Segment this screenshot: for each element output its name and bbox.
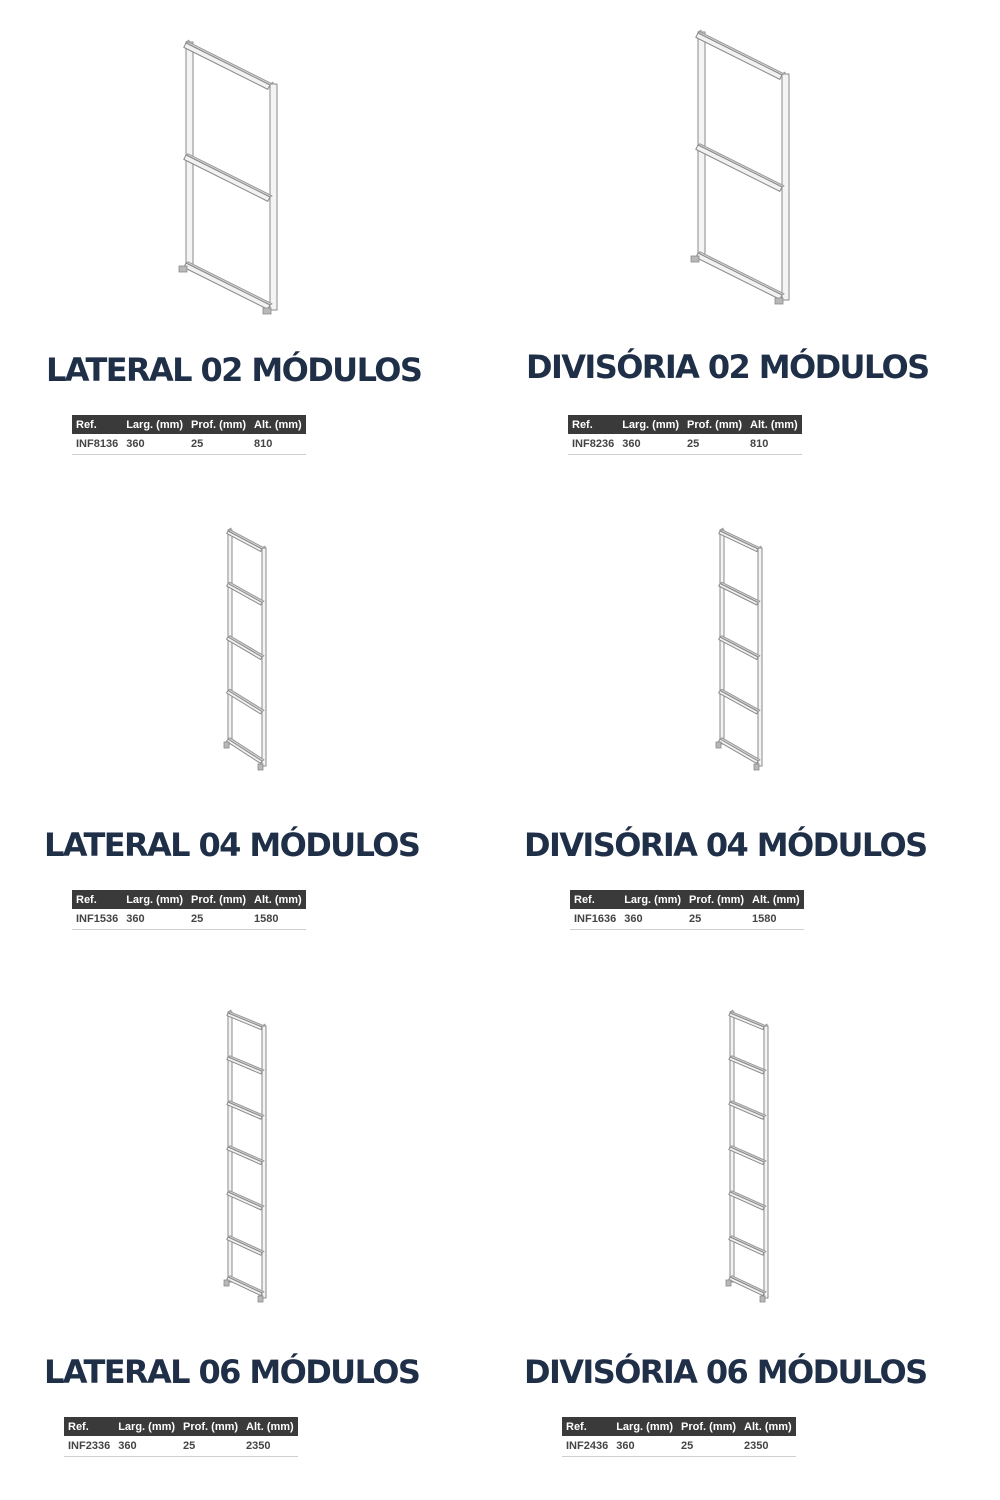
frame-illustration — [724, 1006, 776, 1306]
cell-prof: 25 — [677, 1436, 740, 1457]
header-alt: Alt. (mm) — [250, 415, 306, 434]
table-header-row — [64, 1417, 298, 1436]
cell-prof: 25 — [187, 909, 250, 930]
product-title: LATERAL 02 MÓDULOS — [46, 351, 422, 389]
header-alt: Alt. (mm) — [242, 1417, 298, 1436]
header-larg: Larg. (mm) — [114, 1417, 179, 1436]
header-larg: Larg. (mm) — [122, 890, 187, 909]
table-row — [570, 909, 804, 930]
cell-ref: INF2436 — [562, 1436, 612, 1457]
header-prof: Prof. (mm) — [685, 890, 748, 909]
product-title: DIVISÓRIA 02 MÓDULOS — [526, 348, 929, 386]
cell-larg: 360 — [114, 1436, 179, 1457]
spec-table — [568, 415, 802, 455]
header-ref: Ref. — [562, 1417, 612, 1436]
header-larg: Larg. (mm) — [122, 415, 187, 434]
table-row — [64, 1436, 298, 1457]
spec-table — [72, 890, 306, 930]
cell-larg: 360 — [618, 434, 683, 455]
spec-table — [570, 890, 804, 930]
frame-illustration — [222, 1006, 274, 1306]
cell-ref: INF8136 — [72, 434, 122, 455]
frame-illustration — [222, 522, 274, 774]
cell-ref: INF1536 — [72, 909, 122, 930]
spec-table — [64, 1417, 298, 1457]
cell-ref: INF8236 — [568, 434, 618, 455]
header-larg: Larg. (mm) — [618, 415, 683, 434]
cell-prof: 25 — [179, 1436, 242, 1457]
header-prof: Prof. (mm) — [179, 1417, 242, 1436]
cell-larg: 360 — [612, 1436, 677, 1457]
table-row — [72, 434, 306, 455]
frame-illustration — [690, 22, 800, 312]
cell-alt: 1580 — [748, 909, 804, 930]
cell-larg: 360 — [122, 434, 187, 455]
spec-table — [72, 415, 306, 455]
table-header-row — [72, 415, 306, 434]
product-title: LATERAL 04 MÓDULOS — [44, 826, 420, 864]
frame-illustration — [714, 522, 770, 774]
table-row — [568, 434, 802, 455]
table-header-row — [570, 890, 804, 909]
cell-ref: INF2336 — [64, 1436, 114, 1457]
header-alt: Alt. (mm) — [746, 415, 802, 434]
header-ref: Ref. — [72, 415, 122, 434]
table-row — [72, 909, 306, 930]
header-prof: Prof. (mm) — [683, 415, 746, 434]
cell-alt: 2350 — [740, 1436, 796, 1457]
table-header-row — [72, 890, 306, 909]
table-header-row — [568, 415, 802, 434]
header-ref: Ref. — [64, 1417, 114, 1436]
header-ref: Ref. — [72, 890, 122, 909]
header-alt: Alt. (mm) — [740, 1417, 796, 1436]
frame-illustration — [178, 32, 288, 322]
cell-larg: 360 — [620, 909, 685, 930]
cell-alt: 810 — [746, 434, 802, 455]
header-alt: Alt. (mm) — [748, 890, 804, 909]
header-prof: Prof. (mm) — [677, 1417, 740, 1436]
header-prof: Prof. (mm) — [187, 890, 250, 909]
product-title: LATERAL 06 MÓDULOS — [44, 1353, 420, 1391]
header-ref: Ref. — [570, 890, 620, 909]
cell-alt: 1580 — [250, 909, 306, 930]
cell-ref: INF1636 — [570, 909, 620, 930]
cell-alt: 2350 — [242, 1436, 298, 1457]
product-title: DIVISÓRIA 06 MÓDULOS — [524, 1353, 927, 1391]
table-row — [562, 1436, 796, 1457]
product-title: DIVISÓRIA 04 MÓDULOS — [524, 826, 927, 864]
table-header-row — [562, 1417, 796, 1436]
spec-table — [562, 1417, 796, 1457]
cell-prof: 25 — [683, 434, 746, 455]
header-larg: Larg. (mm) — [612, 1417, 677, 1436]
cell-larg: 360 — [122, 909, 187, 930]
cell-prof: 25 — [685, 909, 748, 930]
header-larg: Larg. (mm) — [620, 890, 685, 909]
header-prof: Prof. (mm) — [187, 415, 250, 434]
header-alt: Alt. (mm) — [250, 890, 306, 909]
cell-alt: 810 — [250, 434, 306, 455]
cell-prof: 25 — [187, 434, 250, 455]
header-ref: Ref. — [568, 415, 618, 434]
